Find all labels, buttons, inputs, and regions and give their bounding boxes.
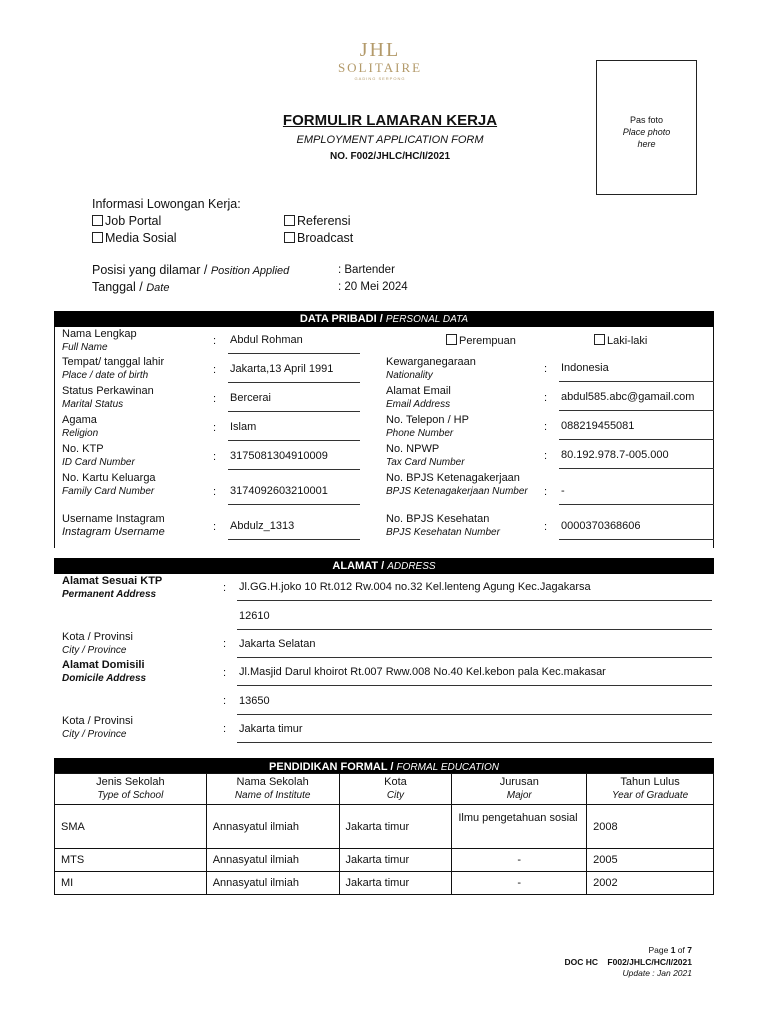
family-card-label: No. Kartu Keluarga Family Card Number: [62, 472, 156, 497]
page-indicator: Page 1 of 7: [648, 945, 692, 955]
logo-mark: JHL: [359, 39, 401, 61]
table-header-row: [55, 774, 714, 805]
domicile-city-value[interactable]: Jakarta timur: [237, 715, 712, 743]
city-cell[interactable]: Jakarta timur: [339, 805, 452, 849]
ktp-value[interactable]: 3175081304910009: [228, 442, 360, 470]
marital-label: Status Perkawinan Marital Status: [62, 385, 154, 410]
nationality-label: Kewarganegaraan Nationality: [386, 356, 476, 381]
institute-cell[interactable]: Annasyatul ilmiah: [206, 872, 339, 895]
instagram-value[interactable]: Abdulz_1313: [228, 512, 360, 540]
year-cell[interactable]: 2002: [587, 872, 714, 895]
photo-label-en-2: here: [637, 139, 656, 149]
checkbox[interactable]: [594, 334, 605, 345]
year-cell[interactable]: 2008: [587, 805, 714, 849]
colon: :: [213, 393, 217, 405]
colon: :: [223, 695, 227, 707]
bpjs-tk-value[interactable]: -: [559, 477, 714, 505]
phone-label: No. Telepon / HP Phone Number: [386, 414, 469, 439]
position-value[interactable]: : Bartender: [338, 264, 395, 276]
domicile-city-label: Kota / Provinsi City / Province: [62, 715, 133, 740]
doc-code: DOC HC F002/JHLC/HC/I/2021: [564, 957, 692, 967]
domicile-address-label: Alamat Domisili Domicile Address: [62, 659, 147, 684]
table-row: [55, 872, 714, 895]
colon: :: [544, 421, 548, 433]
form-number: NO. F002/JHLC/HC/I/2021: [329, 151, 451, 162]
religion-label: Agama Religion: [62, 414, 99, 439]
date-value[interactable]: : 20 Mei 2024: [338, 281, 408, 293]
school-type-cell[interactable]: MTS: [55, 849, 207, 872]
checkbox[interactable]: [284, 215, 295, 226]
colon: :: [223, 667, 227, 679]
colon: :: [213, 451, 217, 463]
gender-male[interactable]: Laki-laki: [594, 334, 647, 347]
option-job-portal[interactable]: Job Portal: [92, 214, 161, 228]
personal-data-header: DATA PRIBADI / PERSONAL DATA: [54, 311, 714, 327]
colon: :: [223, 582, 227, 594]
npwp-label: No. NPWP Tax Card Number: [386, 443, 465, 468]
religion-value[interactable]: Islam: [228, 413, 360, 441]
institute-cell[interactable]: Annasyatul ilmiah: [206, 849, 339, 872]
checkbox[interactable]: [92, 232, 103, 243]
checkbox[interactable]: [284, 232, 295, 243]
instagram-label: Username Instagram Instagram Username: [62, 513, 165, 538]
full-name-label: Nama Lengkap Full Name: [62, 328, 137, 353]
logo-wordmark: SOLITAIRE: [337, 60, 423, 75]
family-card-value[interactable]: 3174092603210001: [228, 477, 360, 505]
photo-label: Pas foto: [629, 115, 664, 125]
year-cell[interactable]: 2005: [587, 849, 714, 872]
permanent-address-line2[interactable]: 12610: [237, 602, 712, 630]
logo-tagline: GADING SERPONG: [354, 76, 406, 81]
bpjs-kes-value[interactable]: 0000370368606: [559, 512, 714, 540]
update-date: Update : Jan 2021: [622, 968, 692, 978]
gender-female[interactable]: Perempuan: [446, 334, 516, 347]
position-label: Posisi yang dilamar / Position Applied: [92, 263, 290, 277]
bpjs-tk-label: No. BPJS Ketenagakerjaan BPJS Ketenagakerjaan Number: [386, 472, 528, 497]
form-subtitle: EMPLOYMENT APPLICATION FORM: [296, 134, 484, 146]
colon: :: [223, 723, 227, 735]
colon: :: [544, 486, 548, 498]
major-cell[interactable]: Ilmu pengetahuan sosial: [452, 805, 587, 849]
birth-value[interactable]: Jakarta,13 April 1991: [228, 355, 360, 383]
column-header-year: Tahun Lulus Year of Graduate: [587, 774, 714, 805]
table-row: [55, 805, 714, 849]
colon: :: [544, 450, 548, 462]
institute-cell[interactable]: Annasyatul ilmiah: [206, 805, 339, 849]
date-label: Tanggal / Date: [92, 280, 170, 294]
email-value[interactable]: abdul585.abc@gamail.com: [559, 383, 714, 411]
permanent-address-label: Alamat Sesuai KTP Permanent Address: [62, 575, 163, 600]
option-media-sosial[interactable]: Media Sosial: [92, 231, 177, 245]
major-cell[interactable]: -: [452, 849, 587, 872]
column-header-school-type: Jenis Sekolah Type of School: [55, 774, 207, 805]
email-label: Alamat Email Email Address: [386, 385, 451, 410]
city-cell[interactable]: Jakarta timur: [339, 849, 452, 872]
birth-label: Tempat/ tanggal lahir Place / date of birth: [62, 356, 165, 381]
checkbox[interactable]: [446, 334, 457, 345]
education-header: PENDIDIKAN FORMAL / FORMAL EDUCATION: [54, 758, 714, 774]
option-referensi[interactable]: Referensi: [284, 214, 351, 228]
full-name-value[interactable]: Abdul Rohman: [228, 326, 360, 354]
column-header-institute: Nama Sekolah Name of Institute: [206, 774, 339, 805]
table-row: [55, 849, 714, 872]
colon: :: [213, 521, 217, 533]
colon: :: [213, 335, 217, 347]
phone-value[interactable]: 088219455081: [559, 412, 714, 440]
nationality-value[interactable]: Indonesia: [559, 354, 714, 382]
colon: :: [544, 392, 548, 404]
colon: :: [213, 422, 217, 434]
education-table: [54, 773, 714, 895]
checkbox[interactable]: [92, 215, 103, 226]
school-type-cell[interactable]: SMA: [55, 805, 207, 849]
colon: :: [223, 638, 227, 650]
vacancy-heading: Informasi Lowongan Kerja:: [92, 197, 241, 211]
domicile-address-line1[interactable]: Jl.Masjid Darul khoirot Rt.007 Rww.008 No.40 Kel.kebon pala Kec.makasar: [237, 658, 712, 686]
bpjs-kes-label: No. BPJS Kesehatan BPJS Kesehatan Number: [386, 513, 500, 538]
photo-label-en: Place photo: [622, 127, 671, 137]
ktp-label: No. KTP ID Card Number: [62, 443, 135, 468]
school-type-cell[interactable]: MI: [55, 872, 207, 895]
colon: :: [544, 521, 548, 533]
colon: :: [544, 363, 548, 375]
marital-value[interactable]: Bercerai: [228, 384, 360, 412]
column-header-major: Jurusan Major: [452, 774, 587, 805]
colon: :: [213, 364, 217, 376]
option-broadcast[interactable]: Broadcast: [284, 231, 353, 245]
npwp-value[interactable]: 80.192.978.7-005.000: [559, 441, 714, 469]
major-cell[interactable]: -: [452, 872, 587, 895]
form-title: FORMULIR LAMARAN KERJA: [282, 112, 498, 129]
address-header: ALAMAT / ADDRESS: [54, 558, 714, 574]
colon: :: [213, 486, 217, 498]
photo-placeholder[interactable]: [596, 60, 697, 195]
permanent-city-label: Kota / Provinsi City / Province: [62, 631, 133, 656]
permanent-city-value[interactable]: Jakarta Selatan: [237, 630, 712, 658]
city-cell[interactable]: Jakarta timur: [339, 872, 452, 895]
company-logo: [330, 40, 430, 81]
permanent-address-line1[interactable]: Jl.GG.H.joko 10 Rt.012 Rw.004 no.32 Kel.lenteng Agung Kec.Jagakarsa: [237, 573, 712, 601]
column-header-city: Kota City: [339, 774, 452, 805]
domicile-address-line2[interactable]: 13650: [237, 687, 712, 715]
